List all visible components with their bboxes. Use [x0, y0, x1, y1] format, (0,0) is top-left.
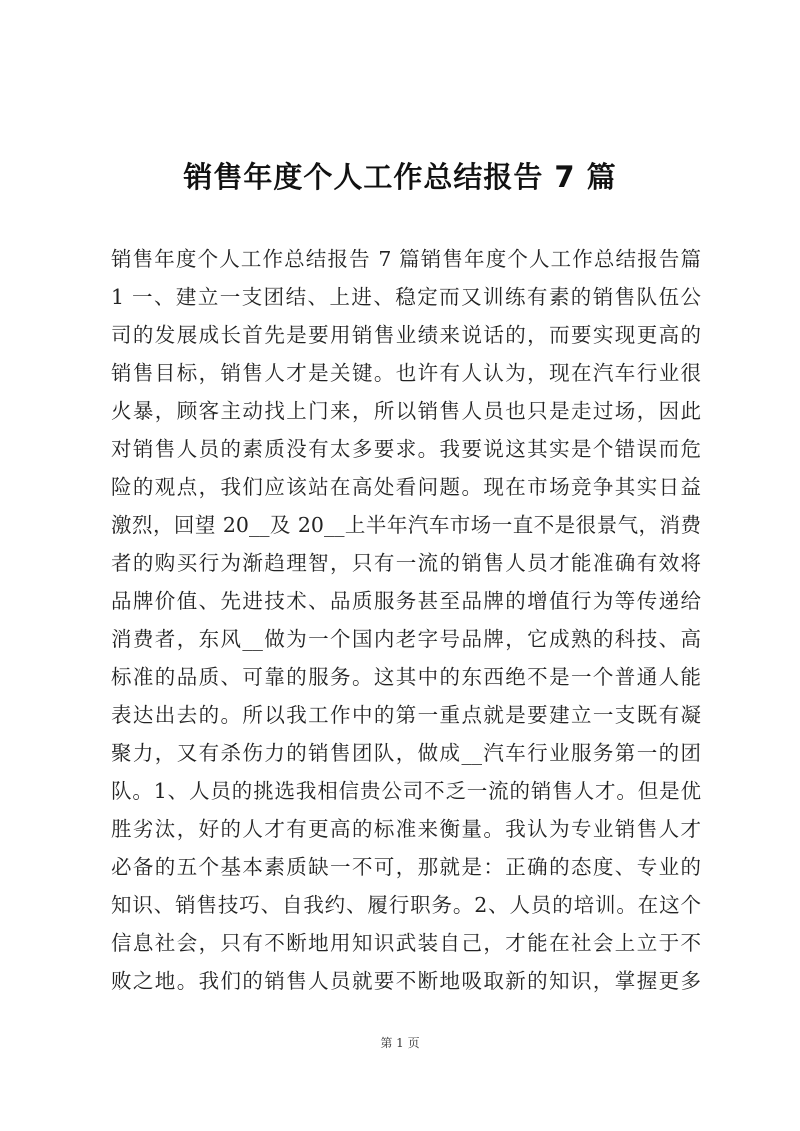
- body-line: 消费者，东风__做为一个国内老字号品牌，它成熟的科技、高: [111, 627, 701, 651]
- body-line: 信息社会，只有不断地用知识武装自己，才能在社会上立于不: [111, 931, 701, 955]
- body-line: 激烈，回望 20__及 20__上半年汽车市场一直不是很景气，消费: [111, 513, 701, 537]
- body-line: 品牌价值、先进技术、品质服务甚至品牌的增值行为等传递给: [111, 589, 701, 613]
- body-line: 聚力，又有杀伤力的销售团队，做成__汽车行业服务第一的团: [111, 741, 701, 765]
- body-line: 胜劣汰，好的人才有更高的标准来衡量。我认为专业销售人才: [111, 817, 701, 841]
- page-number: 第 1 页: [380, 1036, 420, 1050]
- body-line: 1 一、建立一支团结、上进、稳定而又训练有素的销售队伍公: [111, 285, 701, 309]
- body-line: 销售目标，销售人才是关键。也许有人认为，现在汽车行业很: [111, 361, 701, 385]
- body-line: 知识、销售技巧、自我约、履行职务。2、人员的培训。在这个: [111, 893, 701, 917]
- body-line: 者的购买行为渐趋理智，只有一流的销售人员才能准确有效将: [111, 551, 701, 575]
- body-line: 必备的五个基本素质缺一不可，那就是：正确的态度、专业的: [111, 855, 701, 879]
- body-line: 对销售人员的素质没有太多要求。我要说这其实是个错误而危: [111, 437, 701, 461]
- body-line: 火暴，顾客主动找上门来，所以销售人员也只是走过场，因此: [111, 399, 701, 423]
- body-line: 败之地。我们的销售人员就要不断地吸取新的知识，掌握更多: [111, 969, 701, 993]
- document-body: [111, 240, 701, 1000]
- body-line: 表达出去的。所以我工作中的第一重点就是要建立一支既有凝: [111, 703, 701, 727]
- body-line: 标准的品质、可靠的服务。这其中的东西绝不是一个普通人能: [111, 665, 701, 689]
- body-line: 险的观点，我们应该站在高处看问题。现在市场竞争其实日益: [111, 475, 701, 499]
- body-line: 司的发展成长首先是要用销售业绩来说话的，而要实现更高的: [111, 323, 701, 347]
- body-line: 销售年度个人工作总结报告 7 篇销售年度个人工作总结报告篇: [111, 247, 701, 271]
- document-title: 销售年度个人工作总结报告 7 篇: [183, 160, 617, 194]
- body-line: 队。1、人员的挑选我相信贵公司不乏一流的销售人才。但是优: [111, 779, 701, 803]
